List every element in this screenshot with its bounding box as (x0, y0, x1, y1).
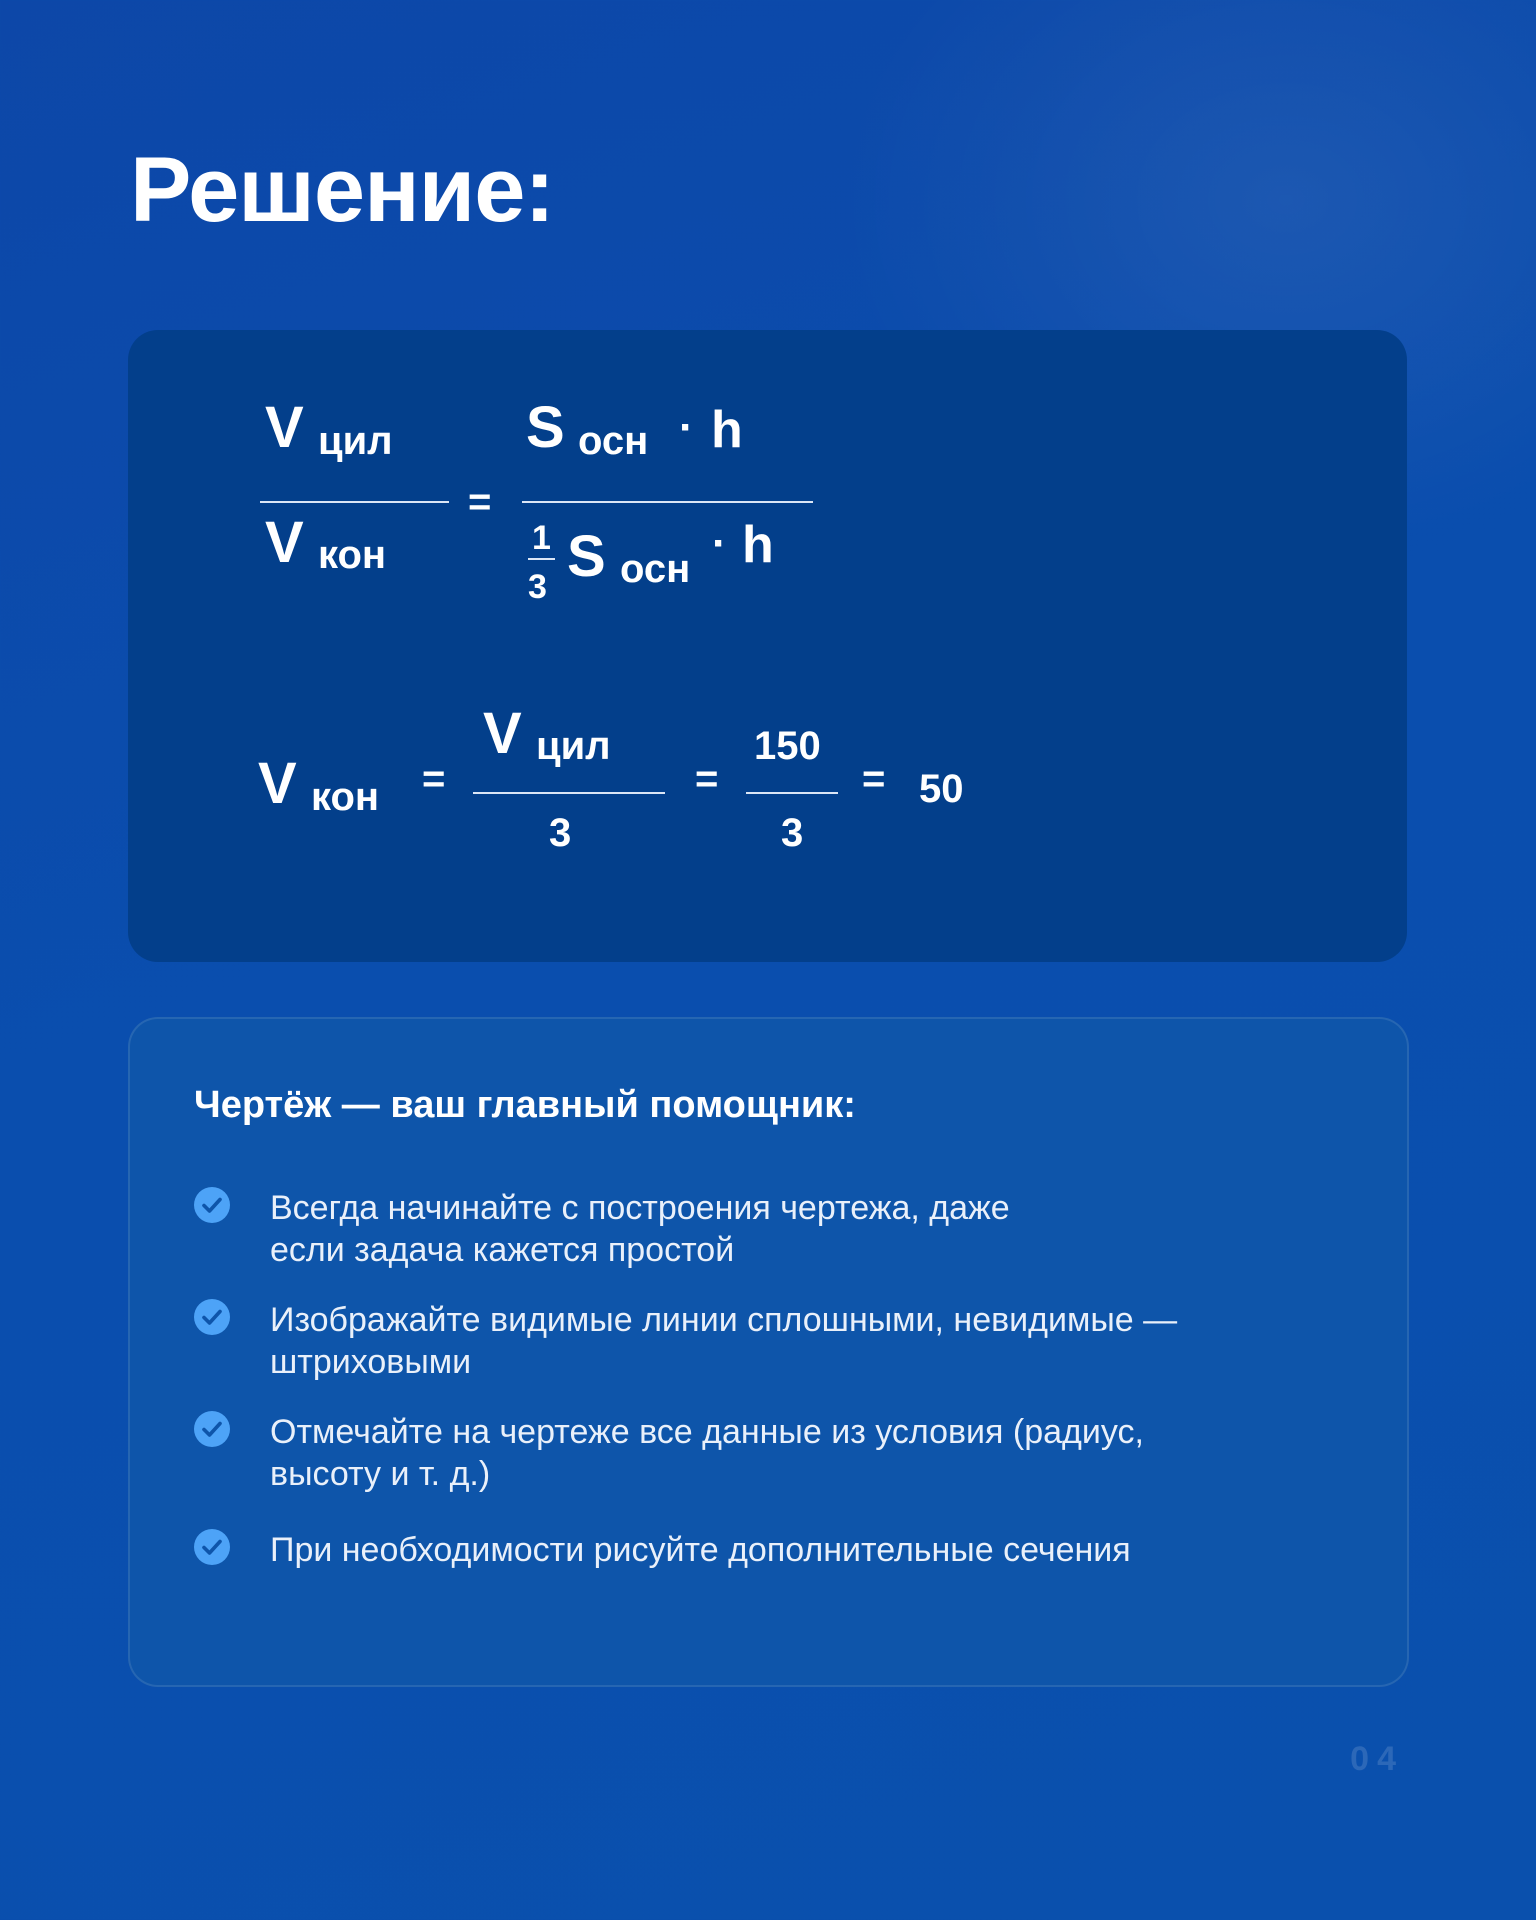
check-circle-icon (194, 1299, 230, 1335)
result-fraction-numerator-symbol: V (483, 701, 522, 766)
formula-result (258, 701, 964, 855)
one-third-numerator: 1 (532, 519, 551, 557)
rhs-numerator-symbol: S (526, 395, 565, 460)
page-number: 04 (1350, 1740, 1404, 1778)
ratio-equals-sign: = (468, 480, 492, 524)
lhs-numerator-symbol: V (265, 395, 304, 460)
check-circle-icon (194, 1187, 230, 1223)
rhs-numerator-subscript: осн (578, 419, 649, 463)
tip-line-1: Всегда начинайте с построения чертежа, даже (270, 1189, 1010, 1227)
one-third-denominator: 3 (528, 568, 547, 606)
lhs-denominator-symbol: V (265, 510, 304, 575)
check-circle-icon (194, 1411, 230, 1447)
lhs-denominator-subscript: кон (318, 533, 387, 577)
tips-card (128, 1017, 1409, 1687)
page-title: Решение: (130, 139, 555, 241)
result-equals-1: = (422, 757, 446, 801)
value-fraction-denominator: 3 (781, 811, 804, 855)
tip-line-1: Отмечайте на чертеже все данные из условия (радиус, (270, 1413, 1144, 1451)
rhs-denominator-subscript: осн (620, 547, 691, 591)
result-value: 50 (919, 767, 964, 811)
tip-text (270, 1411, 1330, 1495)
rhs-numerator-h: h (711, 401, 743, 459)
tip-line-2: штриховыми (270, 1343, 472, 1381)
tip-text (270, 1187, 1330, 1271)
tip-line-2: высоту и т. д.) (270, 1455, 491, 1493)
result-equals-3: = (862, 757, 886, 801)
result-equals-2: = (695, 757, 719, 801)
formula-card (128, 330, 1407, 962)
rhs-denominator-h: h (742, 516, 774, 574)
result-lhs-subscript: кон (311, 775, 380, 819)
rhs-denominator-symbol: S (567, 524, 606, 589)
result-fraction-denominator: 3 (549, 811, 572, 855)
result-fraction-numerator-subscript: цил (536, 724, 611, 768)
check-circle-icon (194, 1529, 230, 1565)
tip-text (270, 1299, 1330, 1383)
tips-heading: Чертёж — ваш главный помощник: (194, 1084, 856, 1126)
result-lhs-symbol: V (258, 751, 297, 816)
tip-line-1: При необходимости рисуйте дополнительные сечения (270, 1531, 1131, 1569)
formula-area (128, 330, 1407, 962)
formula-ratio (260, 395, 813, 606)
rhs-numerator-dot: · (679, 403, 694, 452)
tip-line-2: если задача кажется простой (270, 1231, 735, 1269)
lhs-numerator-subscript: цил (318, 419, 393, 463)
value-fraction-numerator: 150 (754, 724, 821, 768)
rhs-denominator-dot: · (712, 519, 727, 568)
tip-line-1: Изображайте видимые линии сплошными, невидимые — (270, 1301, 1178, 1339)
tip-text (270, 1529, 1330, 1571)
